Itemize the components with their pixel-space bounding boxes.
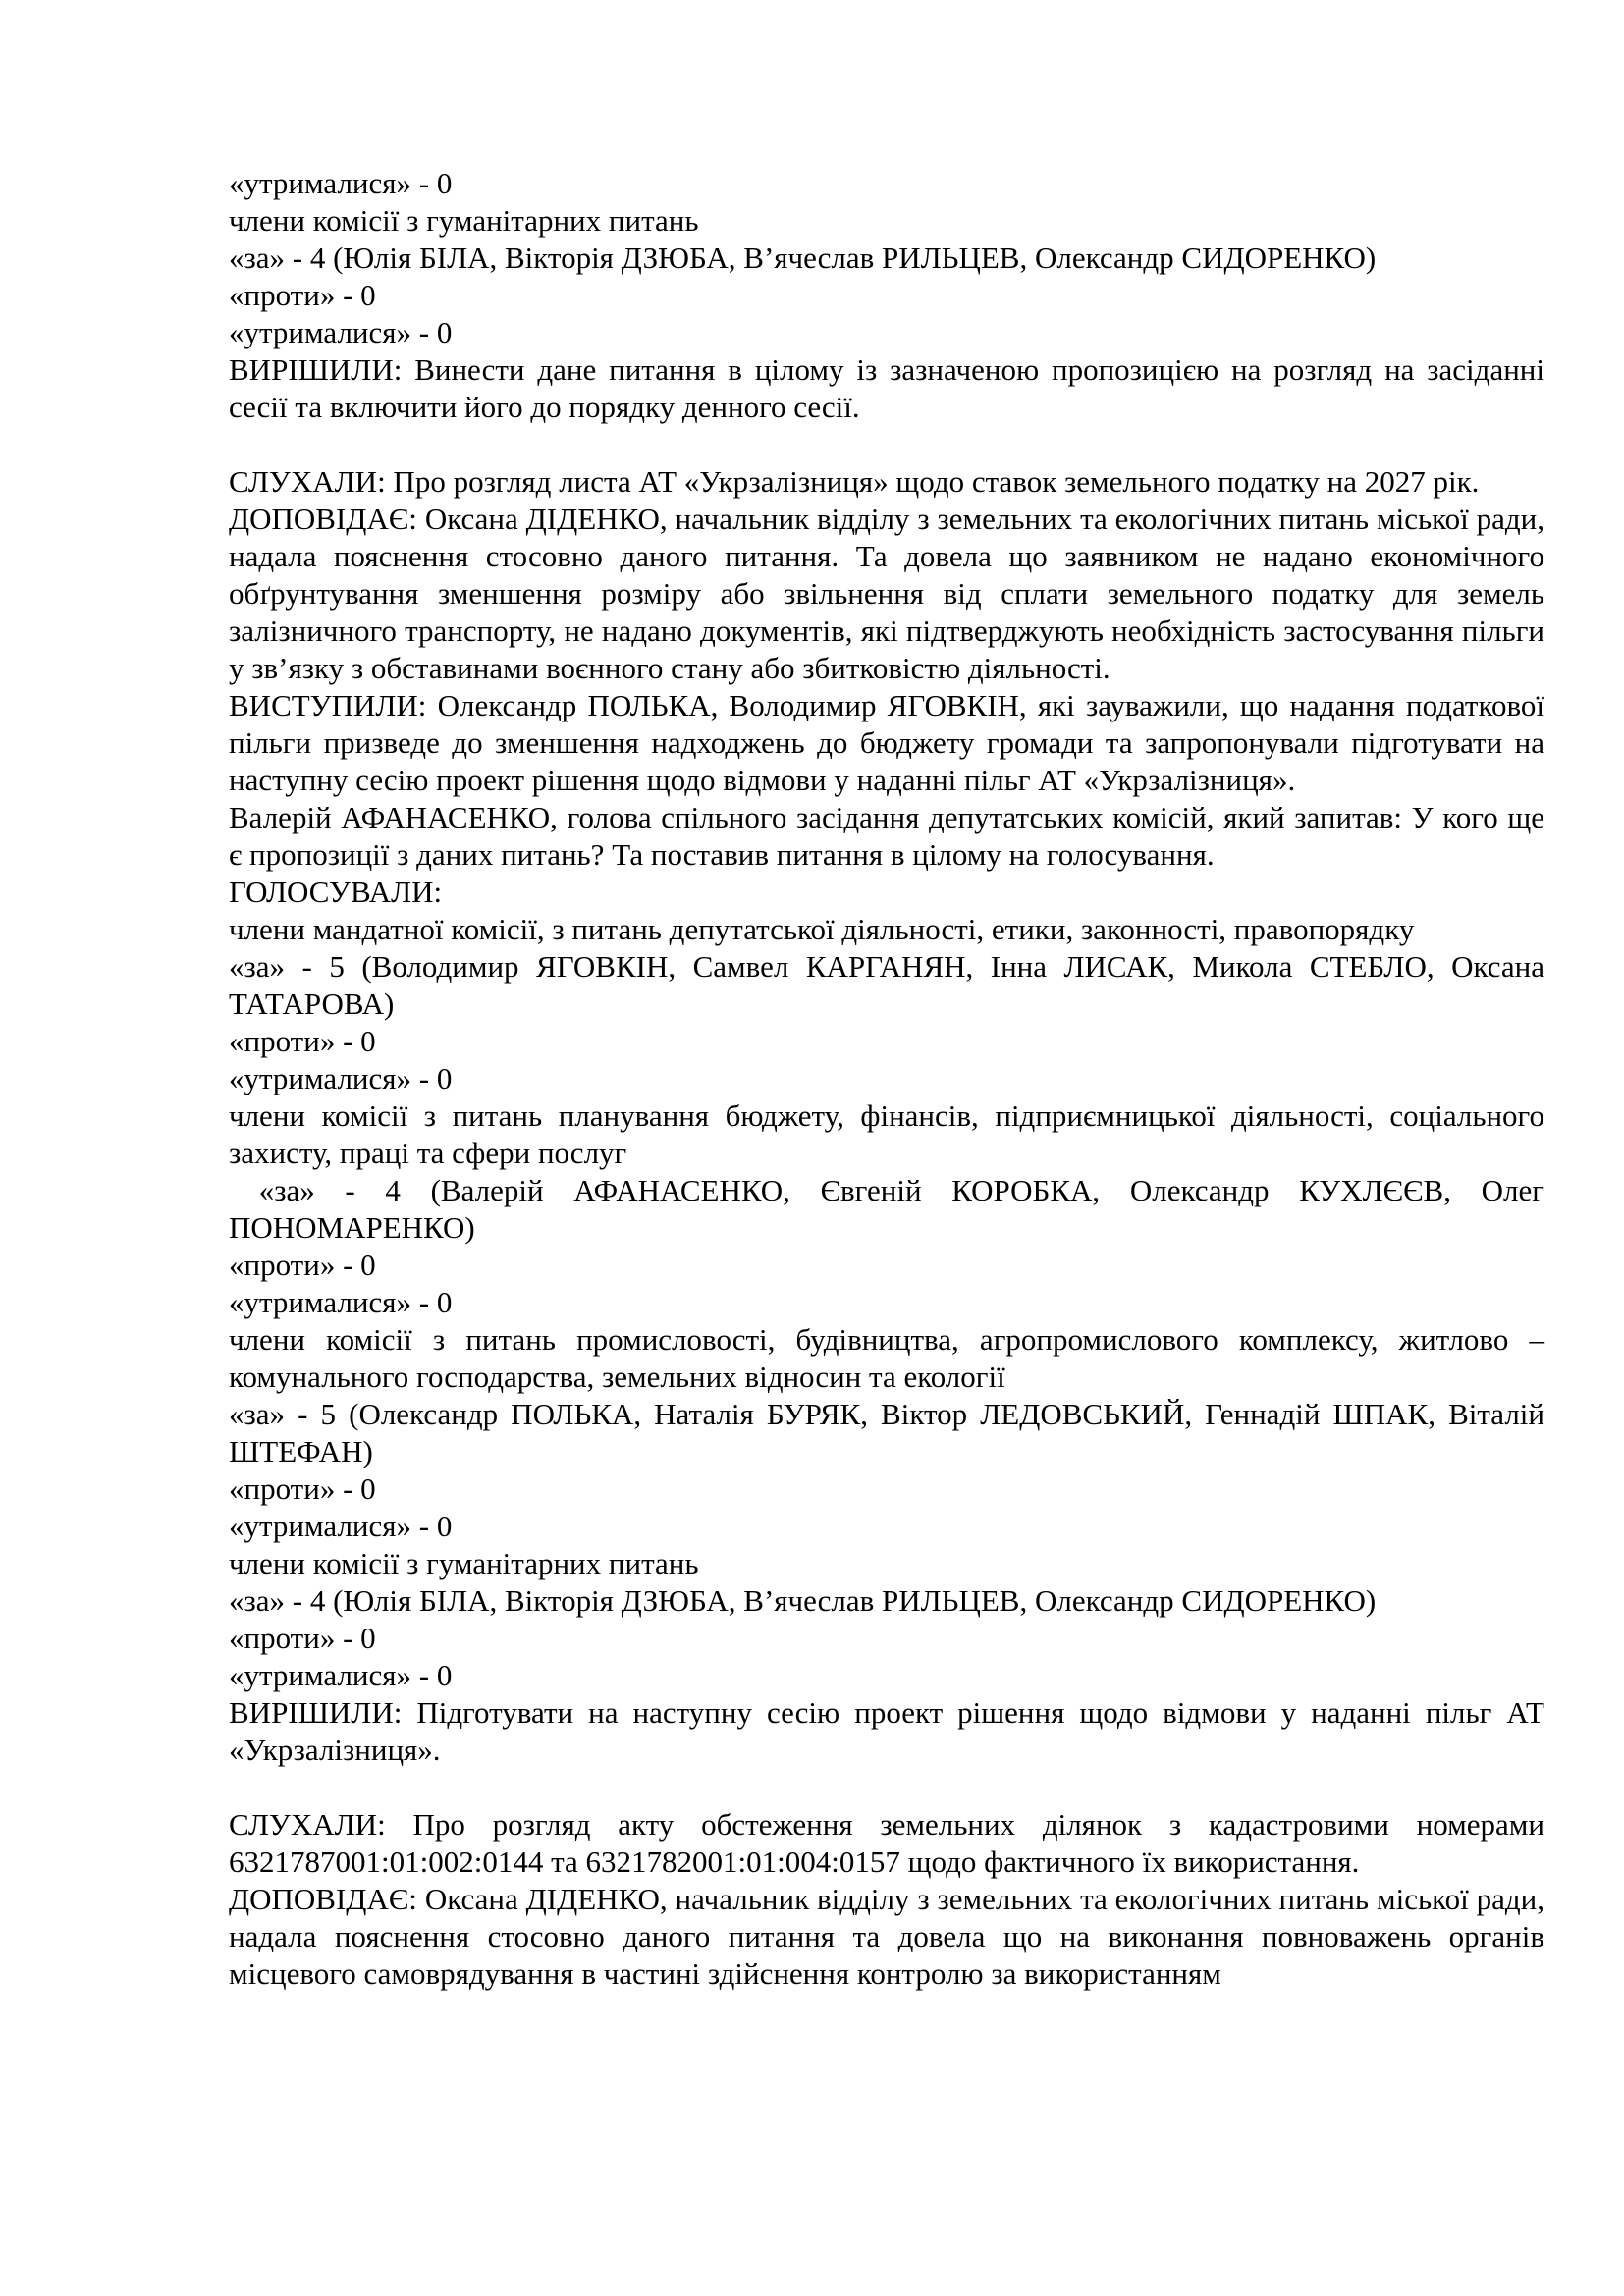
paragraph: «проти» - 0 <box>229 278 376 312</box>
paragraph: СЛУХАЛИ: Про розгляд листа АТ «Укрзалізниця» щодо ставок земельного податку на 2027 рік. <box>229 464 1480 499</box>
paragraph: «за» - 4 (Валерій АФАНАСЕНКО, Євгеній КОРОБКА, Олександр КУХЛЄЄВ, Олег ПОНОМАРЕНКО) <box>229 1173 1544 1245</box>
paragraph: члени мандатної комісії, з питань депутатської діяльності, етики, законності, правопорядку <box>229 912 1415 946</box>
paragraph: члени комісії з питань планування бюджету, фінансів, підприємницької діяльності, соціального захисту, праці та сфери послуг <box>229 1098 1544 1170</box>
paragraph: «за» - 5 (Володимир ЯГОВКІН, Самвел КАРГАНЯН, Інна ЛИСАК, Микола СТЕБЛО, Оксана ТАТАРОВА) <box>229 949 1544 1021</box>
paragraph: ВИРІШИЛИ: Винести дане питання в цілому із зазначеною пропозицією на розгляд на засіданні сесії та включити його до порядку денного сесії. <box>229 352 1544 424</box>
paragraph: члени комісії з гуманітарних питань <box>229 1546 699 1580</box>
paragraph: «утрималися» - 0 <box>229 1061 453 1095</box>
document-text <box>229 165 1544 1993</box>
paragraph: «утрималися» - 0 <box>229 1509 453 1543</box>
paragraph: «утрималися» - 0 <box>229 166 453 200</box>
paragraph: «за» - 5 (Олександр ПОЛЬКА, Наталія БУРЯК, Віктор ЛЕДОВСЬКИЙ, Геннадій ШПАК, Віталій ШТЕФАН) <box>229 1397 1544 1468</box>
paragraph: «за» - 4 (Юлія БІЛА, Вікторія ДЗЮБА, В’ячеслав РИЛЬЦЕВ, Олександр СИДОРЕНКО) <box>229 1583 1377 1618</box>
paragraph: «за» - 4 (Юлія БІЛА, Вікторія ДЗЮБА, В’ячеслав РИЛЬЦЕВ, Олександр СИДОРЕНКО) <box>229 240 1377 275</box>
paragraph: «проти» - 0 <box>229 1024 376 1058</box>
paragraph: ДОПОВІДАЄ: Оксана ДІДЕНКО, начальник відділу з земельних та екологічних питань міської ради, надала пояснення стосовно даного питання та довела що на виконання повноважень органів місцевого самоврядування в частині здійснення контролю за використанням <box>229 1882 1544 1991</box>
paragraph: ВИРІШИЛИ: Підготувати на наступну сесію проект рішення щодо відмови у наданні пільг АТ «Укрзалізниця». <box>229 1695 1544 1767</box>
paragraph: ДОПОВІДАЄ: Оксана ДІДЕНКО, начальник відділу з земельних та екологічних питань міської ради, надала пояснення стосовно даного питання. Та довела що заявником не надано економічного обґрунтування зменшення розміру або звільнення від сплати земельного податку для земель залізничного транспорту, не надано документів, які підтверджують необхідність застосування пільги у зв’язку з обставинами воєнного стану або збитковістю діяльності. <box>229 502 1544 685</box>
paragraph: члени комісії з питань промисловості, будівництва, агропромислового комплексу, житлово – комунального господарства, земельних відносин та екології <box>229 1322 1544 1394</box>
paragraph: СЛУХАЛИ: Про розгляд акту обстеження земельних ділянок з кадастровими номерами 6321787001:01:002:0144 та 6321782001:01:004:0157 щодо фактичного їх використання. <box>229 1807 1544 1879</box>
paragraph: «утрималися» - 0 <box>229 1285 453 1319</box>
paragraph: члени комісії з гуманітарних питань <box>229 203 699 238</box>
paragraph: ВИСТУПИЛИ: Олександр ПОЛЬКА, Володимир ЯГОВКІН, які зауважили, що надання податкової пільги призведе до зменшення надходжень до бюджету громади та запропонували підготувати на наступну сесію проект рішення щодо відмови у наданні пільг АТ «Укрзалізниця». <box>229 688 1544 797</box>
paragraph: ГОЛОСУВАЛИ: <box>229 875 443 909</box>
paragraph: Валерій АФАНАСЕНКО, голова спільного засідання депутатських комісій, який запитав: У кого ще є пропозиції з даних питань? Та поставив питання в цілому на голосування. <box>229 800 1544 872</box>
paragraph: «утрималися» - 0 <box>229 1658 453 1692</box>
paragraph: «проти» - 0 <box>229 1471 376 1506</box>
paragraph: «утрималися» - 0 <box>229 315 453 349</box>
paragraph: «проти» - 0 <box>229 1621 376 1655</box>
paragraph: «проти» - 0 <box>229 1248 376 1282</box>
